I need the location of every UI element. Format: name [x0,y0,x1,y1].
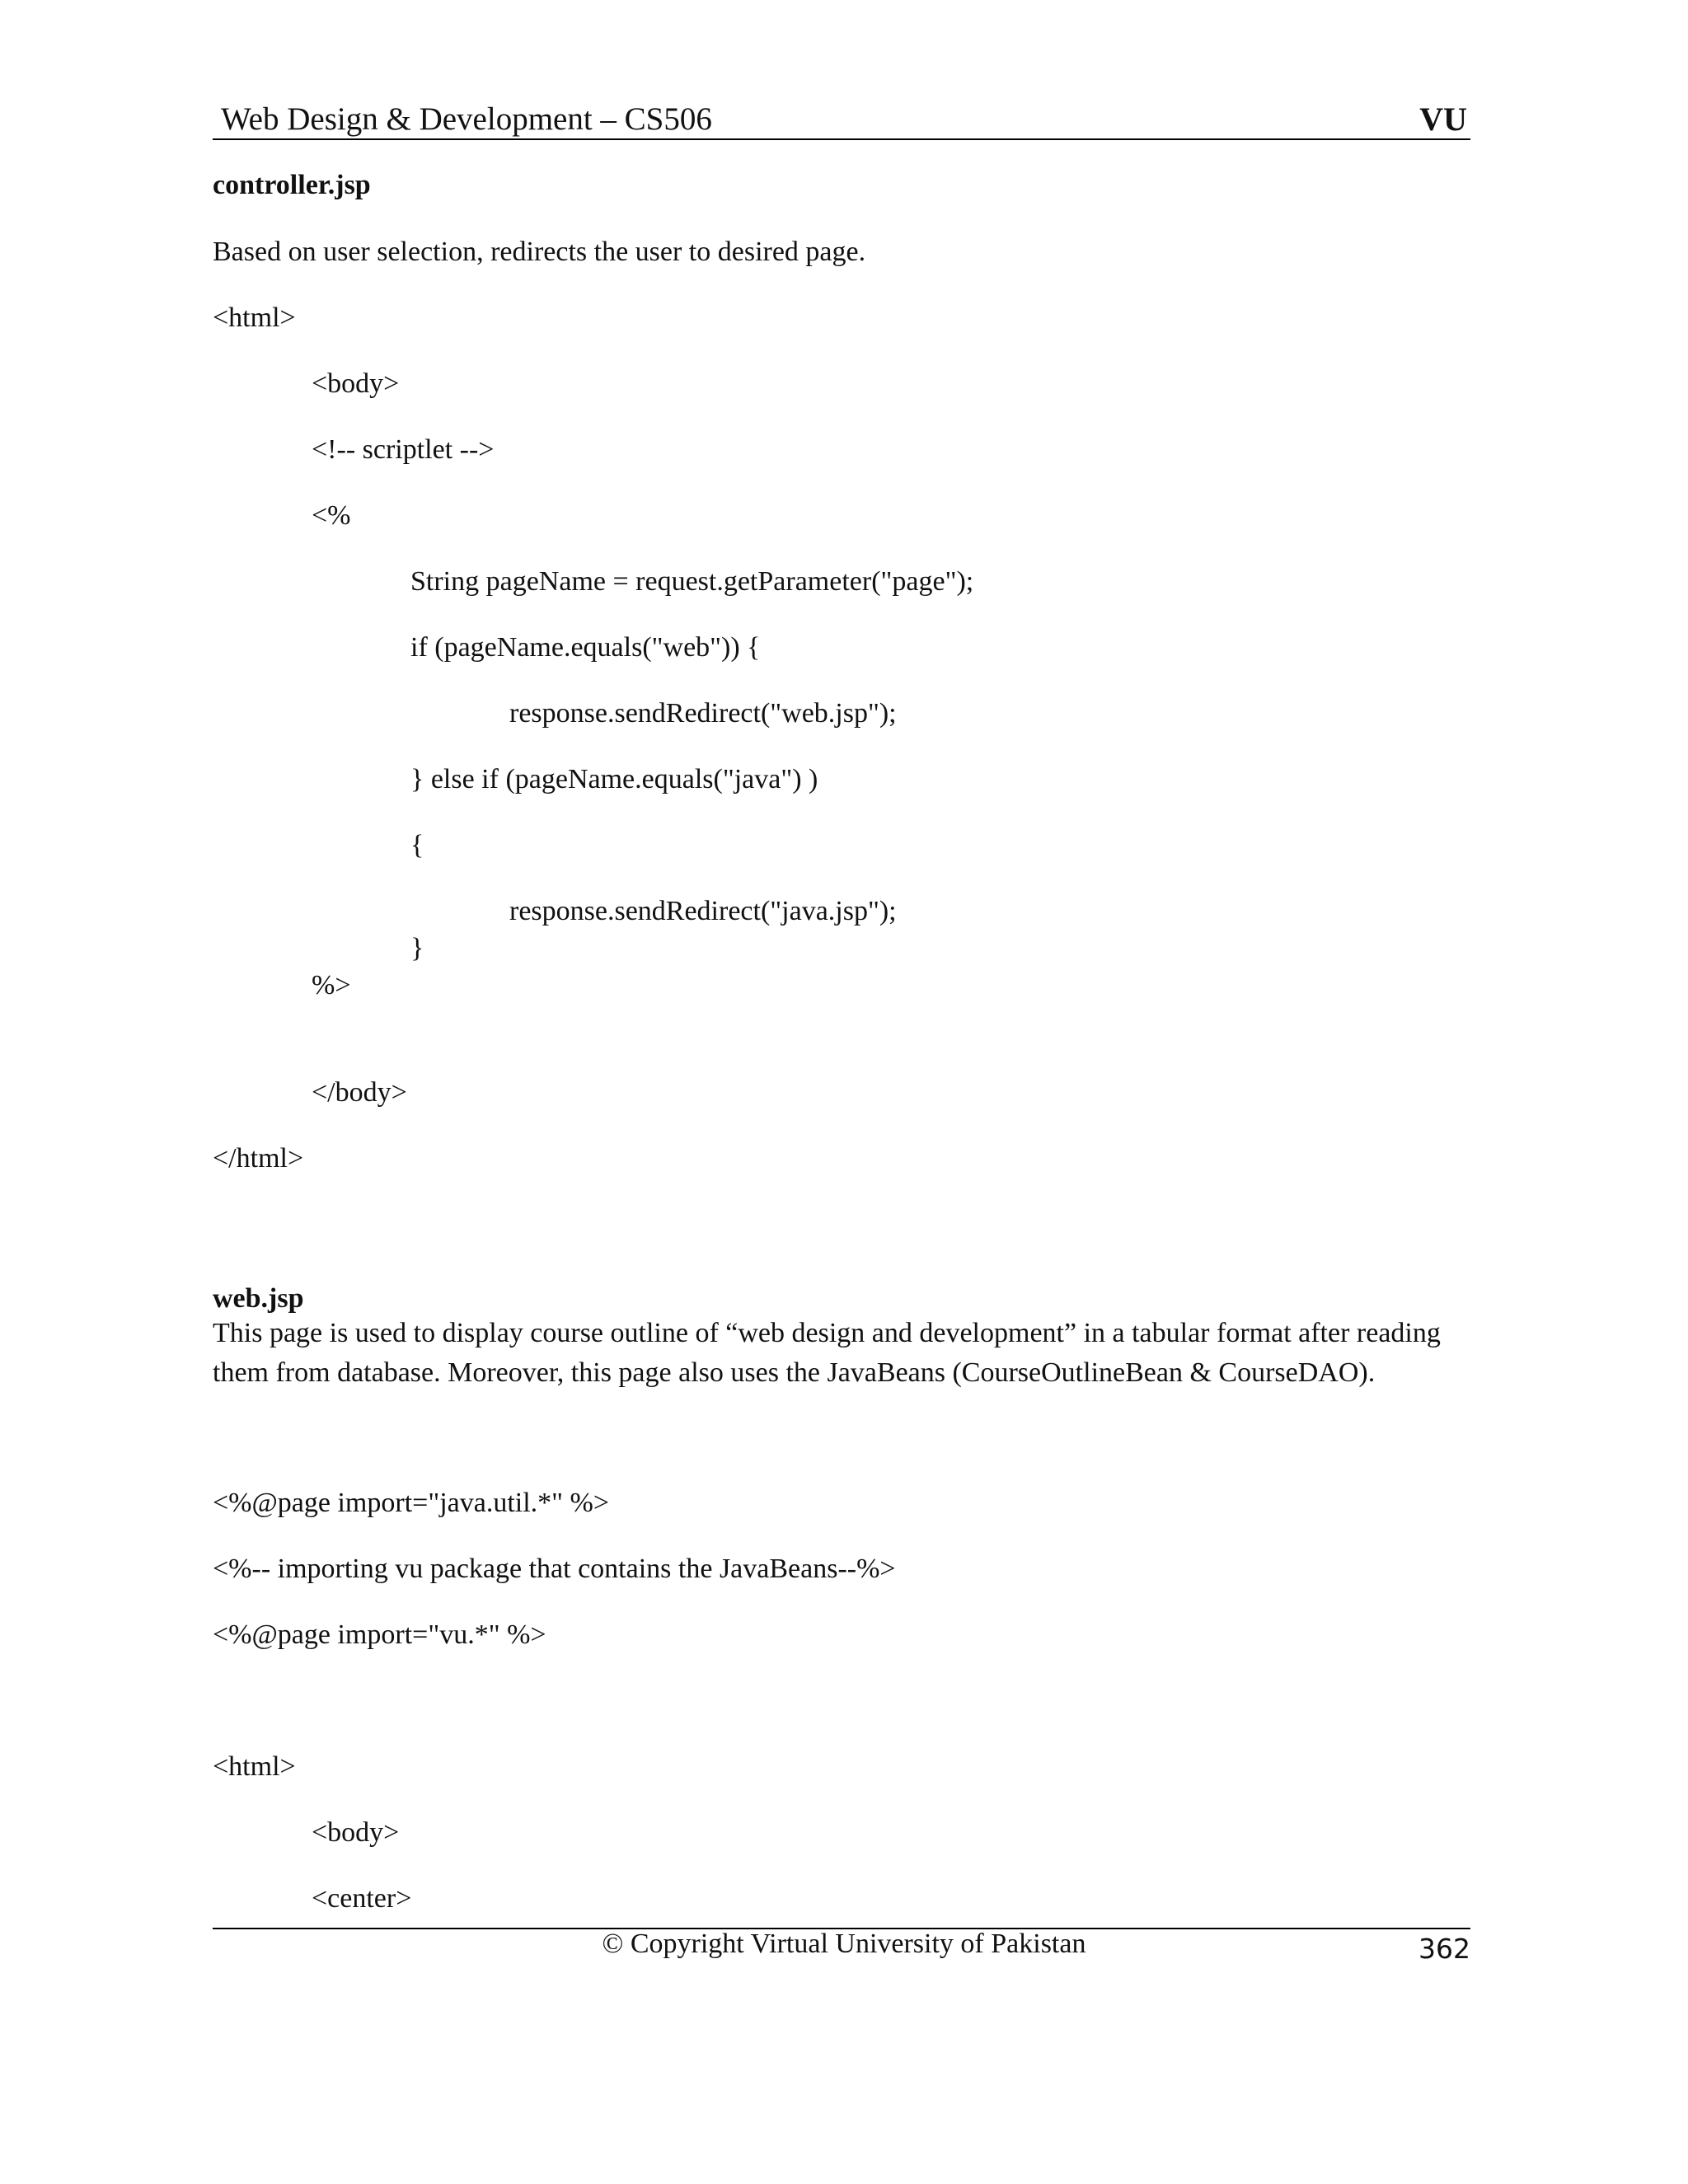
page-number: 362 [1418,1933,1470,1965]
header-title: Web Design & Development – CS506 [221,101,712,137]
code-line: <center> [312,1883,412,1914]
code-line: <% [312,500,351,531]
code-line: </body> [312,1077,407,1108]
code-line: </html> [213,1143,304,1174]
section-description-controller: Based on user selection, redirects the user to desired page. [213,237,866,267]
page-header [213,97,1470,140]
code-line: response.sendRedirect("java.jsp"); [509,896,897,926]
footer-copyright: © Copyright Virtual University of Pakistan [602,1929,1086,1959]
code-line: <%-- importing vu package that contains the JavaBeans--%> [213,1554,896,1584]
code-line: %> [312,970,351,1001]
code-line: <body> [312,368,400,399]
code-line: String pageName = request.getParameter("page"); [410,566,974,597]
code-line: } [410,933,424,963]
code-line: <%@page import="vu.*" %> [213,1619,546,1650]
section-description-web: This page is used to display course outline of “web design and development” in a tabular format after reading them from database. Moreover, this page also uses the JavaBeans (CourseOutlineBean & CourseDAO). [213,1318,1441,1388]
code-line: <!-- scriptlet --> [312,434,495,465]
code-line: <html> [213,302,296,333]
code-line: response.sendRedirect("web.jsp"); [509,698,897,729]
code-line: <body> [312,1817,400,1848]
section-heading-controller: controller.jsp [213,170,371,200]
section-heading-web: web.jsp [213,1283,304,1314]
code-line: } else if (pageName.equals("java") ) [410,764,818,794]
code-line: { [410,830,424,860]
code-line: <%@page import="java.util.*" %> [213,1488,610,1518]
code-line: if (pageName.equals("web")) { [410,632,761,663]
header-logo: VU [1419,101,1467,138]
code-line: <html> [213,1751,296,1782]
